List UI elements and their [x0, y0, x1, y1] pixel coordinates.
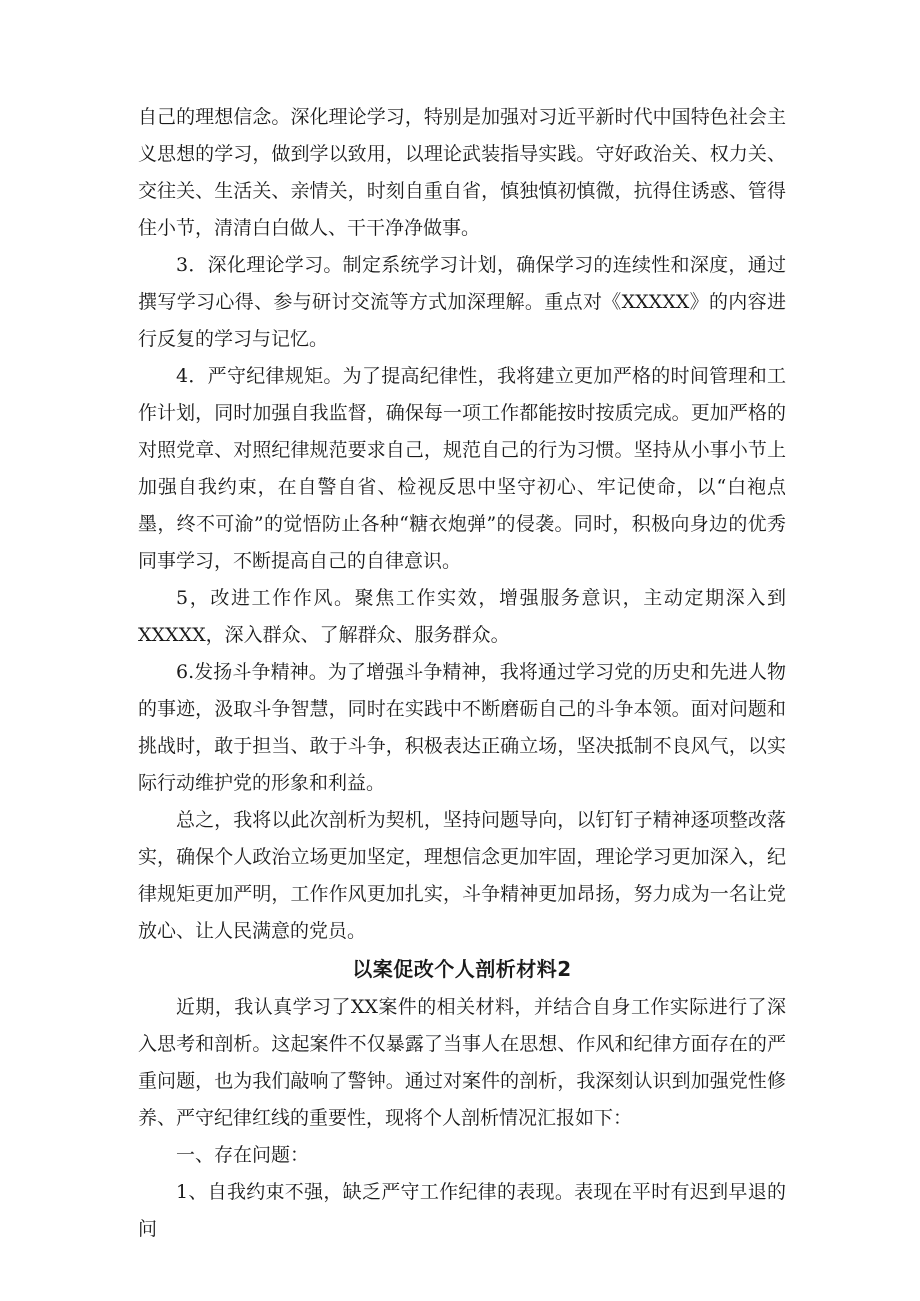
- paragraph-item-4: 4．严守纪律规矩。为了提高纪律性，我将建立更加严格的时间管理和工作计划，同时加强自我监督，确保每一项工作都能按时按质完成。更加严格的对照党章、对照纪律规范要求自己，规范自己的行为习惯。坚持从小事小节上加强自我约束，在自警自省、检视反思中坚守初心、牢记使命，以“白袍点墨，终不可渝”的觉悟防止各种“糖衣炮弹”的侵袭。同时，积极向身边的优秀同事学习，不断提高自己的自律意识。: [138, 365, 786, 572]
- paragraph-item-6: 6.发扬斗争精神。为了增强斗争精神，我将通过学习党的历史和先进人物的事迹，汲取斗争智慧，同时在实践中不断磨砺自己的斗争本领。面对问题和挑战时，敢于担当、敢于斗争，积极表达正确立场，坚决抵制不良风气，以实际行动维护党的形象和利益。: [138, 661, 786, 794]
- paragraph-summary: 总之，我将以此次剖析为契机，坚持问题导向，以钉钉子精神逐项整改落实，确保个人政治立场更加坚定，理想信念更加牢固，理论学习更加深入，纪律规矩更加严明，工作作风更加扎实，斗争精神更加昂扬，努力成为一名让党放心、让人民满意的党员。: [138, 809, 786, 942]
- paragraph-section-problems: 一、存在问题：: [176, 1144, 310, 1166]
- paragraph-problem-1: 1、自我约束不强，缺乏严守工作纪律的表现。表现在平时有迟到早退的问: [138, 1181, 786, 1240]
- paragraph-item-3: 3．深化理论学习。制定系统学习计划，确保学习的连续性和深度，通过撰写学习心得、参与研讨交流等方式加深理解。重点对《XXXXX》的内容进行反复的学习与记忆。: [138, 254, 786, 350]
- paragraph-intro: 近期，我认真学习了XX案件的相关材料，并结合自身工作实际进行了深入思考和剖析。这起案件不仅暴露了当事人在思想、作风和纪律方面存在的严重问题，也为我们敲响了警钟。通过对案件的剖析，我深刻认识到加强党性修养、严守纪律红线的重要性，现将个人剖析情况汇报如下：: [138, 996, 786, 1129]
- paragraph-item-5: 5，改进工作作风。聚焦工作实效，增强服务意识，主动定期深入到XXXXX，深入群众、了解群众、服务群众。: [138, 587, 786, 646]
- document-body: [138, 99, 786, 1248]
- paragraph-continuation: 自己的理想信念。深化理论学习，特别是加强对习近平新时代中国特色社会主义思想的学习，做到学以致用，以理论武装指导实践。守好政治关、权力关、交往关、生活关、亲情关，时刻自重自省，慎独慎初慎微，抗得住诱惑、管得住小节，清清白白做人、干干净净做事。: [138, 106, 786, 239]
- section-heading: 以案促改个人剖析材料2: [352, 957, 572, 981]
